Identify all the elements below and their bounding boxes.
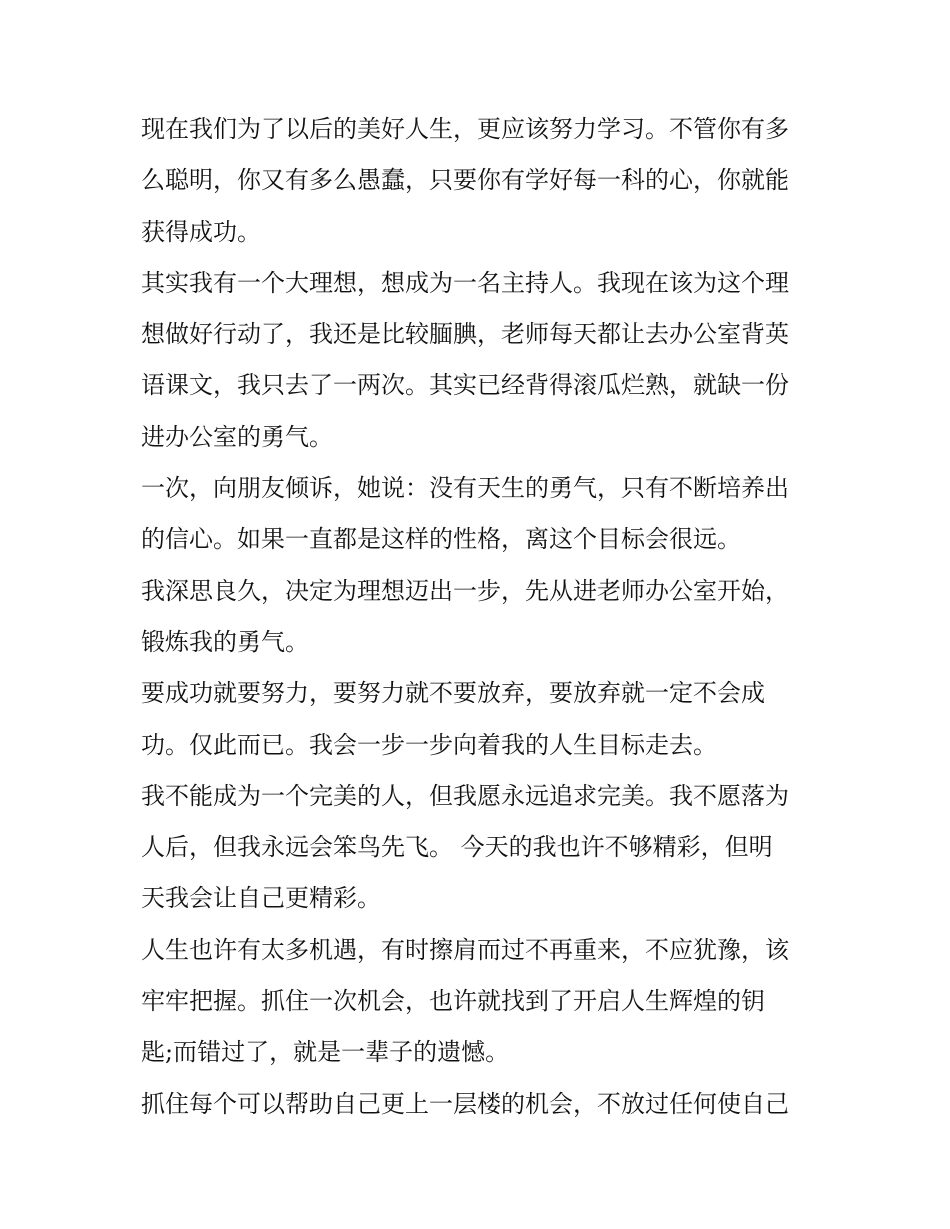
text-line: 我深思良久，决定为理想迈出一步，先从进老师办公室开始，: [141, 576, 789, 605]
paragraph-5: [141, 668, 813, 771]
paragraph-2: [141, 258, 813, 463]
text-line: 进办公室的勇气。: [141, 422, 333, 451]
paragraph-6: [141, 771, 813, 925]
text-line: 锻炼我的勇气。: [141, 627, 309, 656]
text-line: 人生也许有太多机遇，有时擦肩而过不再重来，不应犹豫，该: [141, 935, 789, 964]
text-line: 其实我有一个大理想，想成为一名主持人。我现在该为这个理: [141, 268, 789, 297]
document-body: [141, 104, 813, 1130]
text-line: 人后，但我永远会笨鸟先飞。 今天的我也许不够精彩，但明: [141, 833, 773, 862]
text-line: 的信心。如果一直都是这样的性格，离这个目标会很远。: [141, 525, 741, 554]
paragraph-3: [141, 463, 813, 566]
text-line: 我不能成为一个完美的人，但我愿永远追求完美。我不愿落为: [141, 781, 789, 810]
text-line: 一次，向朋友倾诉，她说：没有天生的勇气，只有不断培养出: [141, 474, 789, 503]
text-line: 现在我们为了以后的美好人生，更应该努力学习。不管你有多: [141, 115, 789, 143]
text-line: 语课文，我只去了一两次。其实已经背得滚瓜烂熟，就缺一份: [141, 371, 789, 400]
text-line: 牢牢把握。抓住一次机会，也许就找到了开启人生辉煌的钥: [141, 987, 765, 1016]
paragraph-7: [141, 925, 813, 1079]
text-line: 匙;而错过了，就是一辈子的遗憾。: [141, 1038, 510, 1067]
paragraph-8: [141, 1079, 813, 1130]
text-line: 功。仅此而已。我会一步一步向着我的人生目标走去。: [141, 730, 717, 759]
text-line: 想做好行动了，我还是比较腼腆，老师每天都让去办公室背英: [141, 320, 789, 349]
text-line: 获得成功。: [141, 217, 261, 246]
text-line: 天我会让自己更精彩。: [141, 884, 381, 913]
text-line: 么聪明，你又有多么愚蠢，只要你有学好每一科的心，你就能: [141, 166, 789, 195]
text-line: 要成功就要努力，要努力就不要放弃，要放弃就一定不会成: [141, 679, 765, 708]
paragraph-1: [141, 104, 813, 258]
paragraph-4: [141, 566, 813, 669]
text-line: 抓住每个可以帮助自己更上一层楼的机会，不放过任何使自己: [141, 1089, 789, 1118]
